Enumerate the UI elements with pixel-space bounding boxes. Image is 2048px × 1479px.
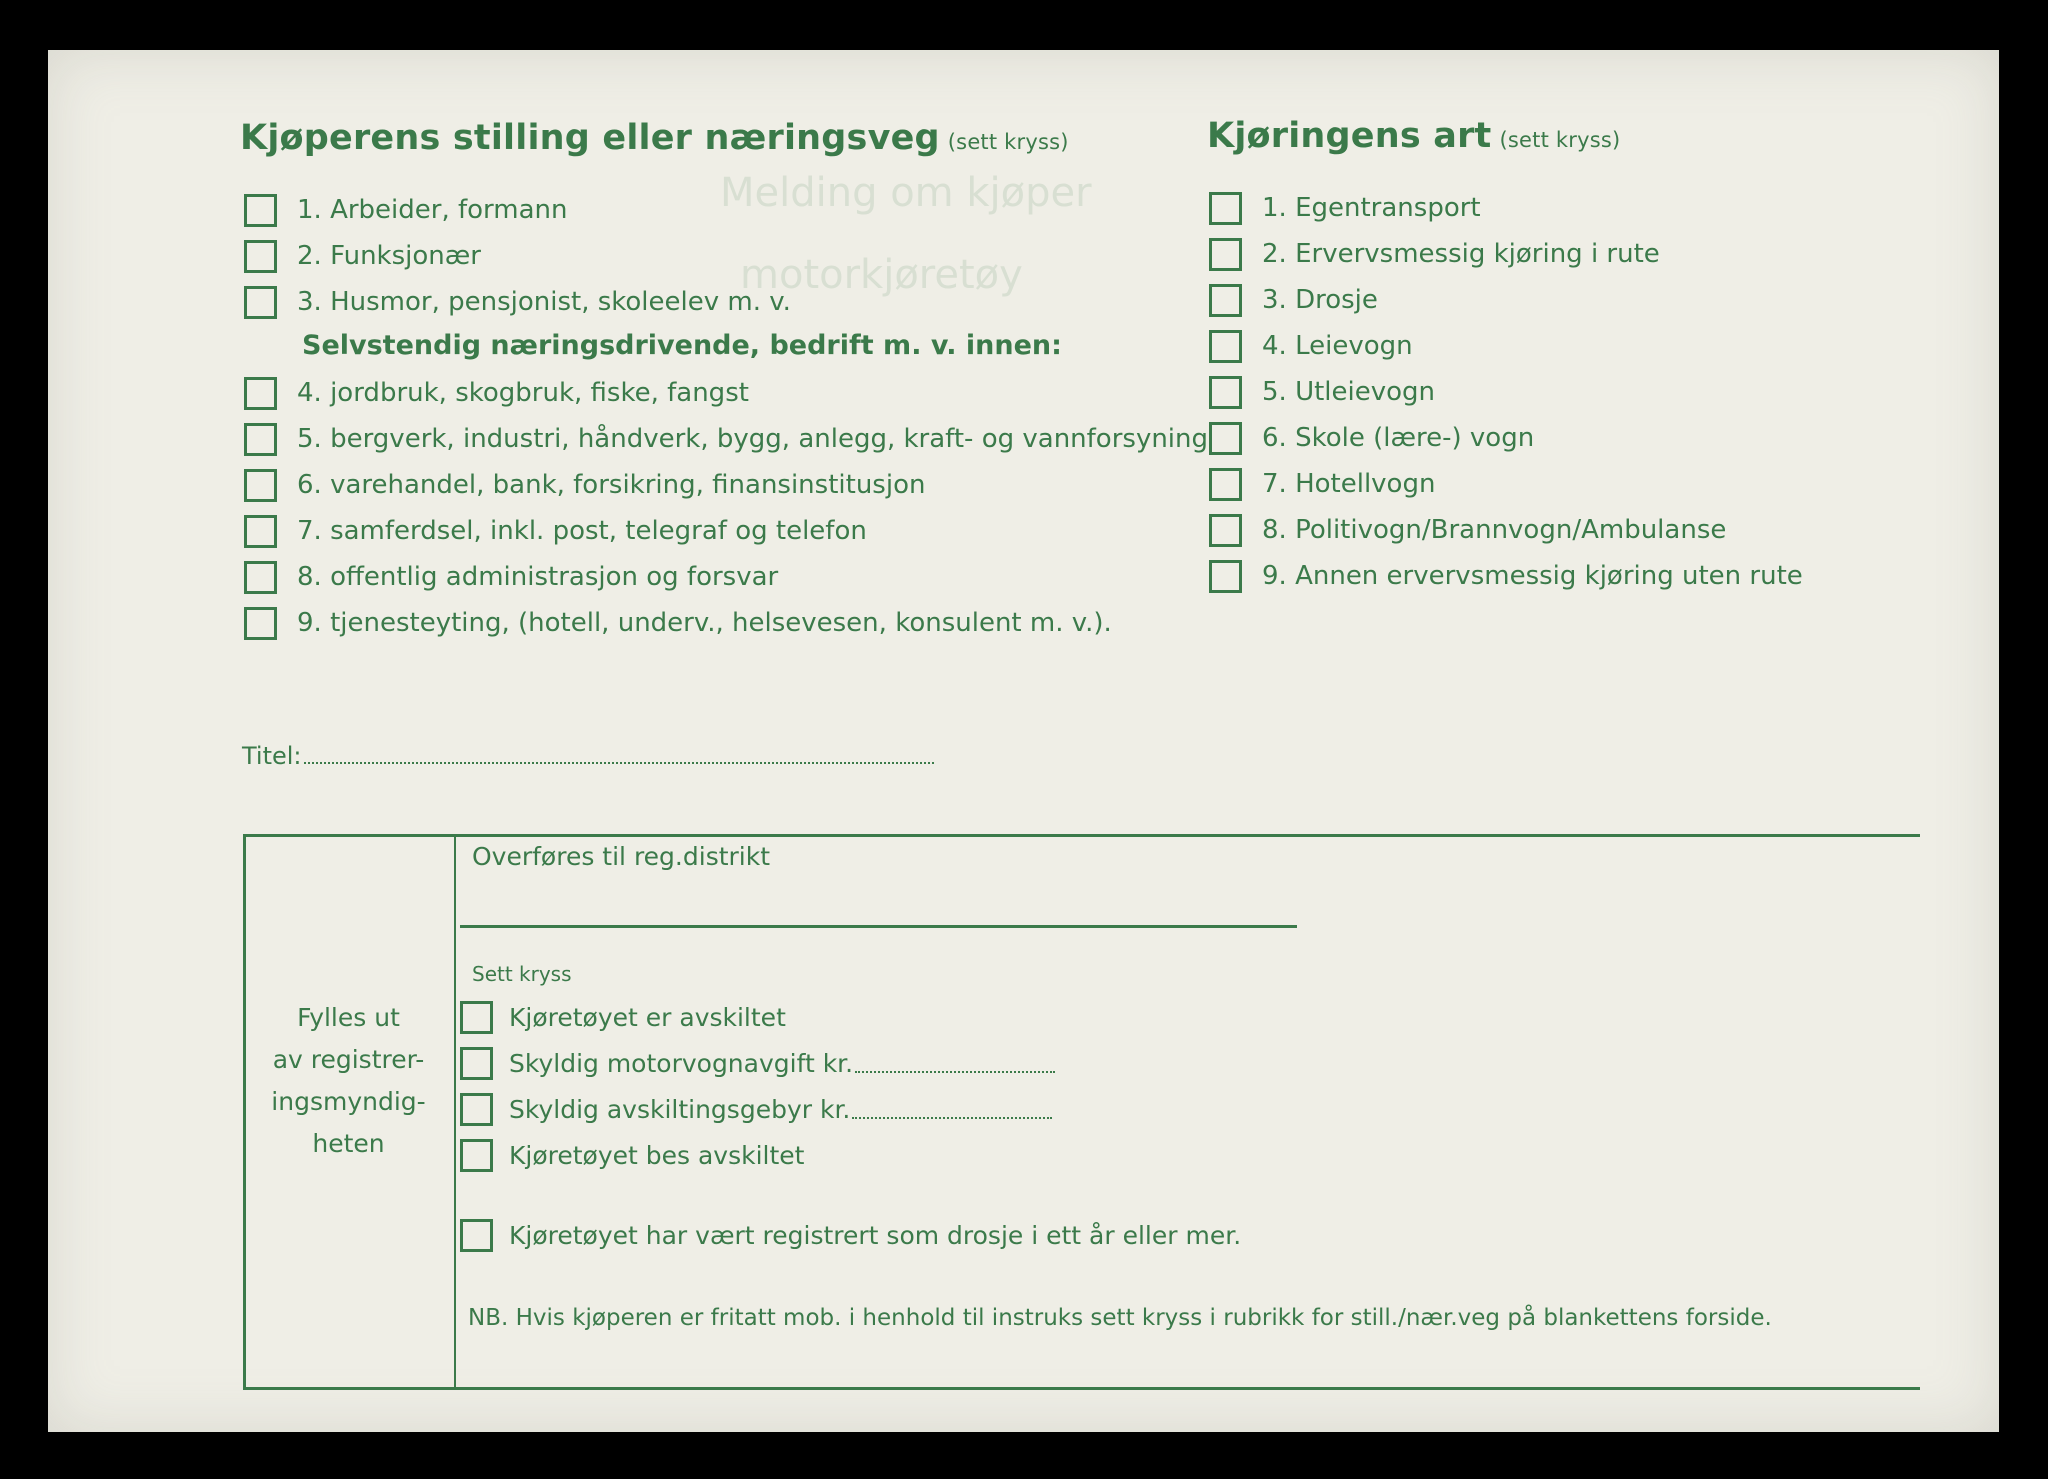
check-row-avskiltingsgebyr: Skyldig avskiltingsgebyr kr.: [460, 1088, 1052, 1130]
checkbox[interactable]: [460, 1047, 493, 1080]
checkbox[interactable]: [1209, 560, 1242, 593]
checkbox[interactable]: [1209, 468, 1242, 501]
occupation-option-label: 3. Husmor, pensjonist, skoleelev m. v.: [297, 287, 791, 317]
industry-option-label: 4. jordbruk, skogbruk, fiske, fangst: [297, 378, 749, 408]
driving-type-option-label: 6. Skole (lære-) vogn: [1262, 423, 1535, 453]
industry-option-label: 7. samferdsel, inkl. post, telegraf og telefon: [297, 516, 867, 546]
checkbox[interactable]: [244, 377, 277, 410]
driving-type-option-label: 9. Annen ervervsmessig kjøring uten rute: [1262, 561, 1803, 591]
driving-type-option-row: [1209, 417, 1534, 459]
driving-type-option-row: [1209, 233, 1660, 275]
checkbox[interactable]: [460, 1219, 493, 1252]
checkbox[interactable]: [1209, 514, 1242, 547]
checkbox[interactable]: [1209, 376, 1242, 409]
buyer-occupation-heading: Kjøperens stilling eller næringsveg (sett kryss): [240, 118, 1069, 158]
industry-option-row: [244, 602, 1112, 644]
checkbox[interactable]: [460, 1139, 493, 1172]
checkbox[interactable]: [244, 469, 277, 502]
authority-box-divider: [454, 834, 456, 1390]
occupation-option-label: 1. Arbeider, formann: [297, 195, 568, 225]
checkbox[interactable]: [1209, 284, 1242, 317]
driving-type-option-row: [1209, 187, 1481, 229]
occupation-option-row: [244, 281, 791, 323]
driving-type-option-label: 2. Ervervsmessig kjøring i rute: [1262, 239, 1660, 269]
self-employed-subheading: Selvstendig næringsdrivende, bedrift m. v. innen:: [302, 330, 1062, 361]
check-row-motorvognavgift: Skyldig motorvognavgift kr.: [460, 1042, 1055, 1084]
checkbox[interactable]: [460, 1093, 493, 1126]
checkbox[interactable]: [244, 515, 277, 548]
checkbox[interactable]: [244, 561, 277, 594]
industry-option-label: 5. bergverk, industri, håndverk, bygg, anlegg, kraft- og vannforsyning: [297, 424, 1209, 454]
driving-type-option-label: 8. Politivogn/Brannvogn/Ambulanse: [1262, 515, 1727, 545]
occupation-option-row: [244, 235, 481, 277]
check-row-avskiltet: Kjøretøyet er avskiltet: [460, 996, 786, 1038]
checkbox[interactable]: [1209, 330, 1242, 363]
checkbox[interactable]: [460, 1001, 493, 1034]
checkbox[interactable]: [244, 286, 277, 319]
driving-type-option-label: 4. Leievogn: [1262, 331, 1413, 361]
checkbox[interactable]: [1209, 238, 1242, 271]
industry-option-label: 6. varehandel, bank, forsikring, finansinstitusjon: [297, 470, 926, 500]
driving-type-option-row: [1209, 555, 1803, 597]
driving-type-option-label: 3. Drosje: [1262, 285, 1378, 315]
industry-option-label: 8. offentlig administrasjon og forsvar: [297, 562, 779, 592]
industry-option-row: [244, 510, 867, 552]
driving-type-option-label: 5. Utleievogn: [1262, 377, 1436, 407]
industry-option-row: [244, 464, 925, 506]
checkbox[interactable]: [244, 607, 277, 640]
occupation-option-label: 2. Funksjonær: [297, 241, 481, 271]
bleed-through-text: motorkjøretøy: [740, 252, 1023, 298]
sett-kryss-label: Sett kryss: [472, 962, 572, 986]
driving-type-option-label: 7. Hotellvogn: [1262, 469, 1436, 499]
checkbox[interactable]: [1209, 422, 1242, 455]
amount-dotted-line[interactable]: [852, 1099, 1052, 1119]
checkbox[interactable]: [1209, 192, 1242, 225]
driving-type-option-row: [1209, 279, 1378, 321]
check-row-drosje: Kjøretøyet har vært registrert som drosje i ett år eller mer.: [460, 1214, 1241, 1256]
checkbox[interactable]: [244, 423, 277, 456]
industry-option-label: 9. tjenesteyting, (hotell, underv., helsevesen, konsulent m. v.).: [297, 608, 1112, 638]
transfer-district-line[interactable]: [460, 925, 1297, 928]
titel-dotted-line: [304, 742, 934, 764]
check-row-bes-avskiltet: Kjøretøyet bes avskiltet: [460, 1134, 804, 1176]
driving-type-heading: Kjøringens art (sett kryss): [1207, 116, 1621, 156]
industry-option-row: [244, 556, 778, 598]
titel-field[interactable]: Titel:: [242, 742, 934, 770]
driving-type-option-row: [1209, 325, 1413, 367]
industry-option-row: [244, 418, 1208, 460]
checkbox[interactable]: [244, 240, 277, 273]
driving-type-option-label: 1. Egentransport: [1262, 193, 1481, 223]
occupation-option-row: [244, 189, 568, 231]
nb-note: NB. Hvis kjøperen er fritatt mob. i henhold til instruks sett kryss i rubrikk for still./nær.veg på blankettens forside.: [468, 1305, 1772, 1331]
driving-type-option-row: [1209, 371, 1435, 413]
transfer-district-label: Overføres til reg.distrikt: [472, 842, 771, 871]
driving-type-option-row: [1209, 463, 1435, 505]
authority-side-label: Fylles ut av registrer- ingsmyndig- heten: [271, 1003, 426, 1158]
industry-option-row: [244, 372, 749, 414]
checkbox[interactable]: [244, 194, 277, 227]
bleed-through-text: Melding om kjøper: [720, 170, 1092, 216]
driving-type-option-row: [1209, 509, 1726, 551]
amount-dotted-line[interactable]: [855, 1053, 1055, 1073]
